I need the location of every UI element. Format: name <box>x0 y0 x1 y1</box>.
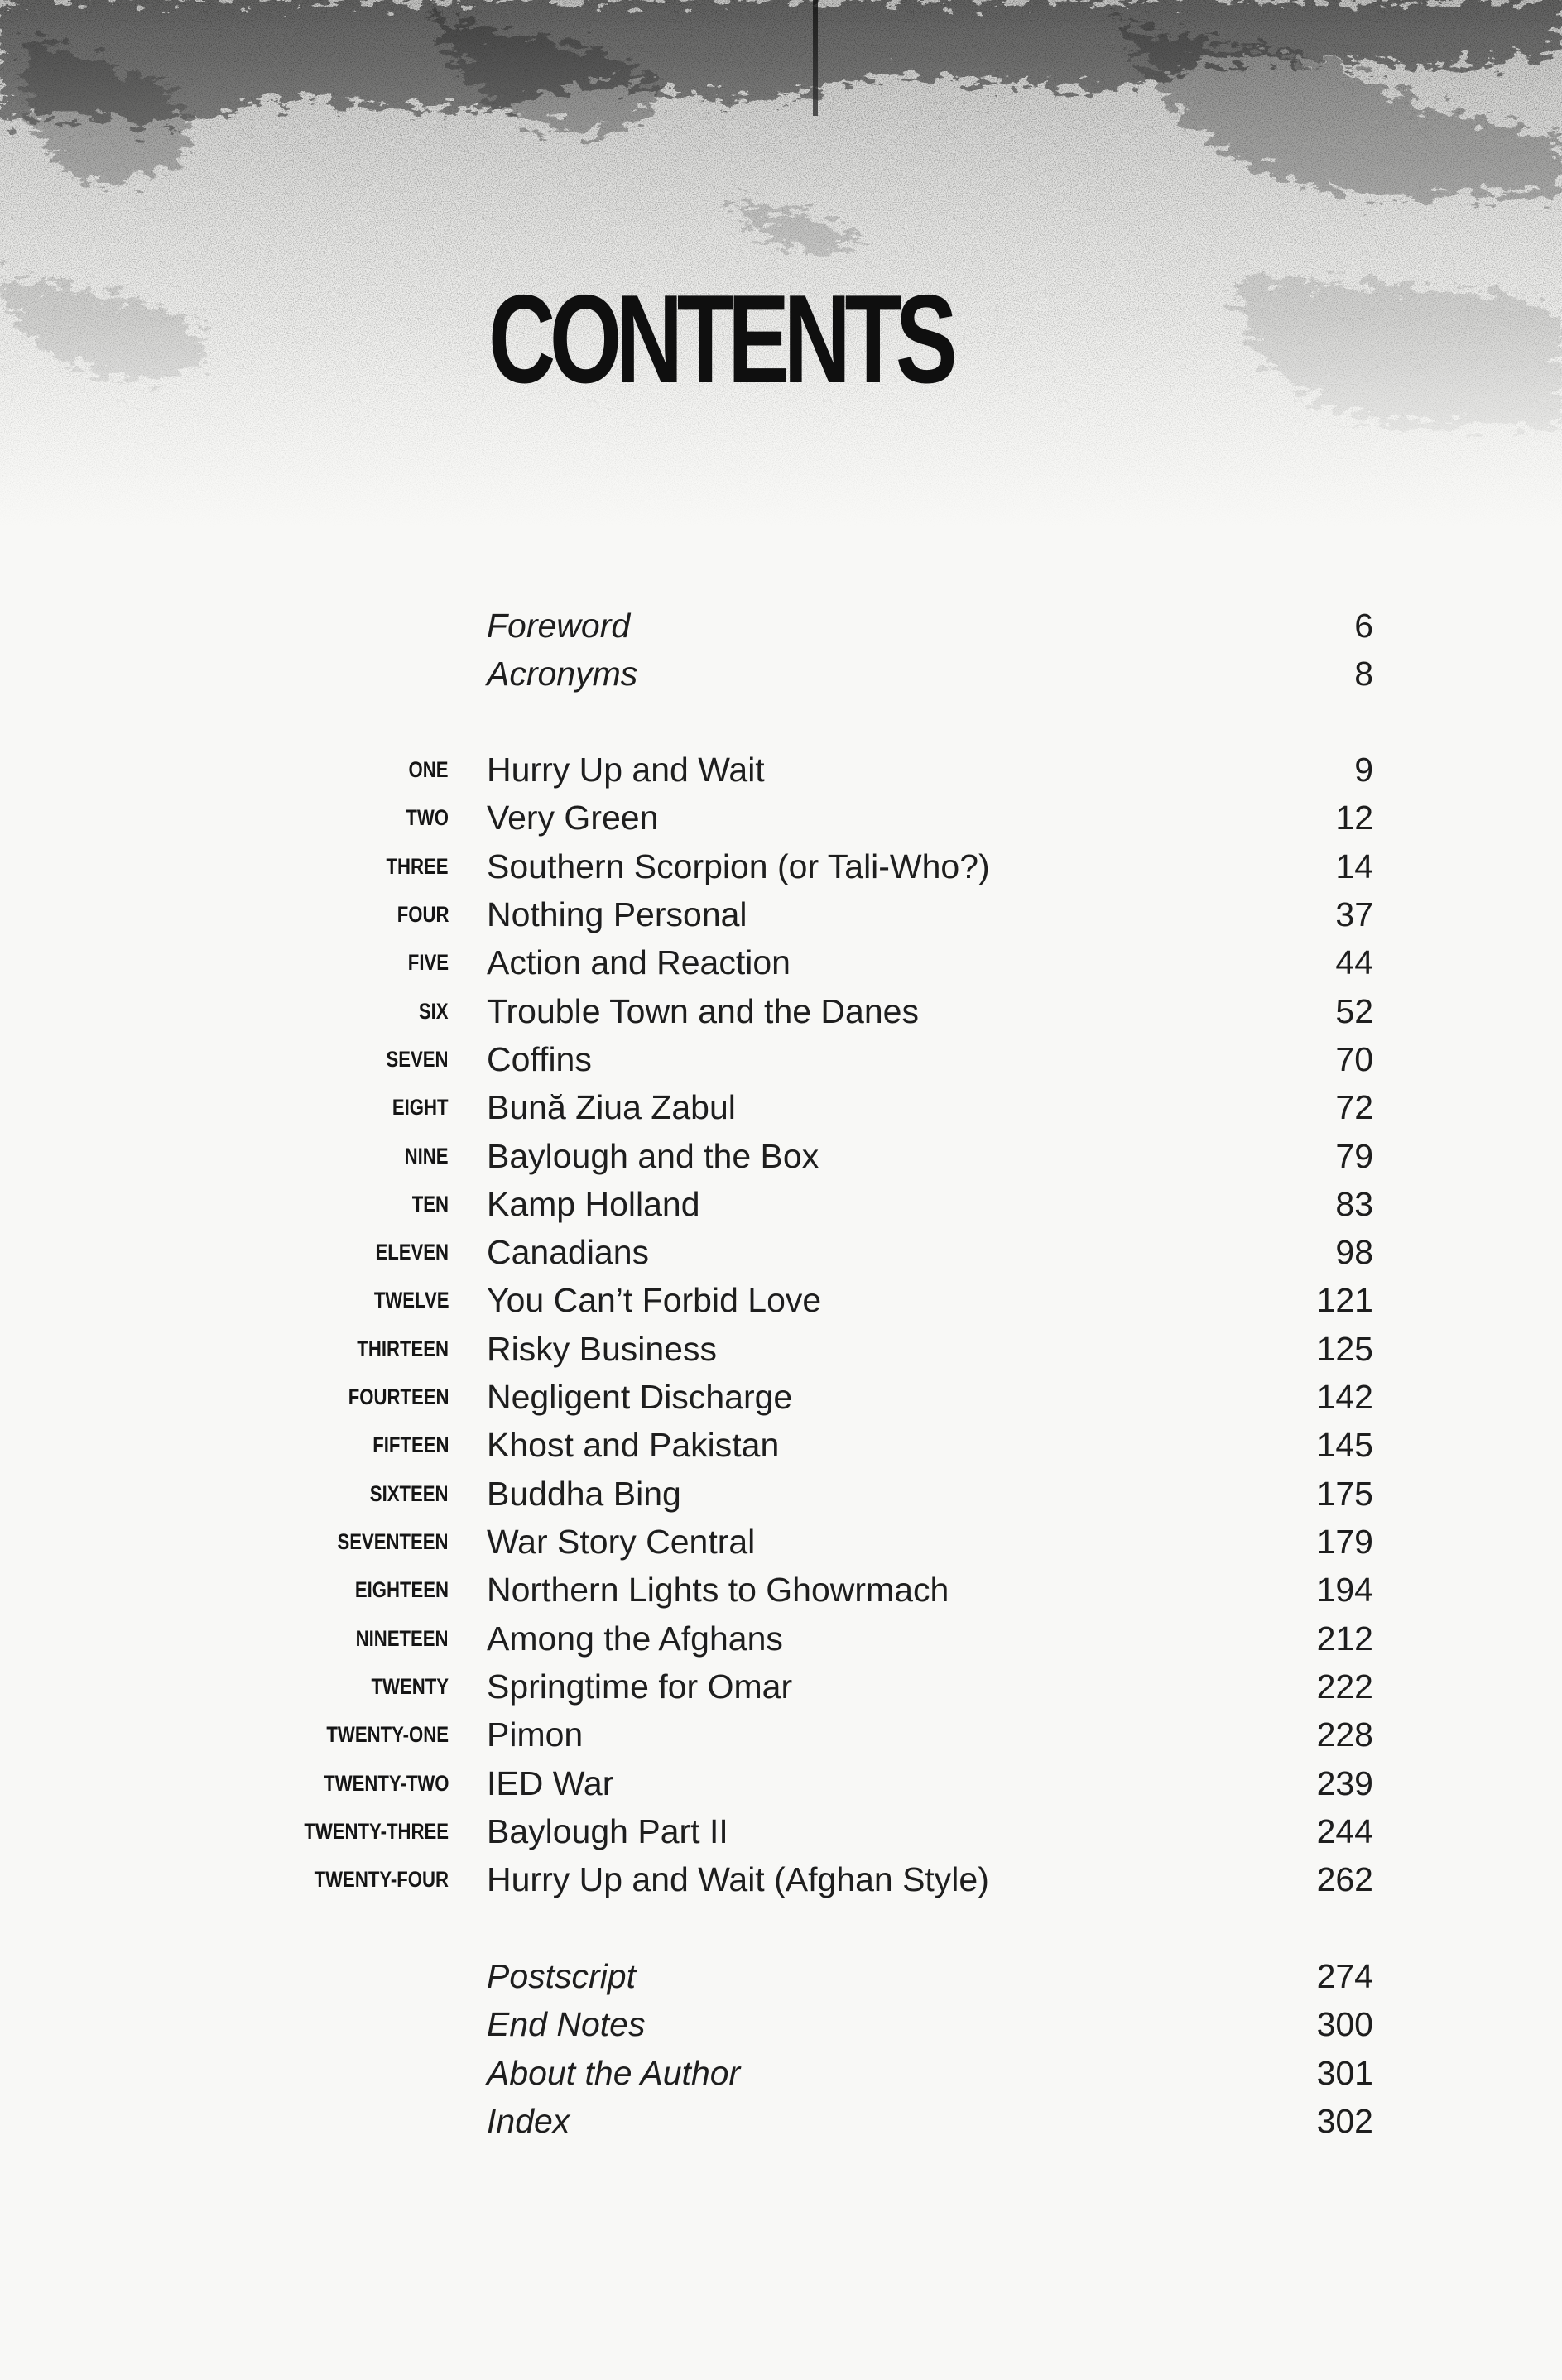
toc-entry-chapter[interactable] <box>0 1615 1562 1663</box>
chapter-title: War Story Central <box>487 1523 756 1561</box>
toc-entry-back-matter[interactable] <box>0 2097 1562 2145</box>
chapter-title: Risky Business <box>487 1330 717 1368</box>
chapter-number: NINE <box>405 1144 449 1168</box>
chapter-page: 52 <box>1335 992 1373 1030</box>
chapter-title: Action and Reaction <box>487 943 791 981</box>
chapter-page: 145 <box>1316 1426 1373 1464</box>
chapter-number: THIRTEEN <box>357 1336 449 1361</box>
toc-entry-chapter[interactable] <box>0 1132 1562 1180</box>
chapter-title: Negligent Discharge <box>487 1378 793 1416</box>
chapter-number: TWENTY-ONE <box>326 1722 449 1747</box>
toc-entry-back-matter[interactable] <box>0 2000 1562 2048</box>
chapter-page: 239 <box>1316 1764 1373 1802</box>
chapter-page: 212 <box>1316 1619 1373 1658</box>
chapter-page: 222 <box>1316 1667 1373 1706</box>
chapter-page: 44 <box>1335 943 1373 981</box>
toc-entry-back-matter[interactable] <box>0 2049 1562 2097</box>
toc-entry-chapter[interactable] <box>0 794 1562 842</box>
toc-entry-chapter[interactable] <box>0 1180 1562 1228</box>
chapter-title: IED War <box>487 1764 614 1802</box>
chapter-number: THREE <box>386 854 449 879</box>
chapter-number: TEN <box>411 1192 449 1216</box>
chapter-title: Hurry Up and Wait <box>487 751 765 789</box>
chapter-number: ONE <box>409 757 449 782</box>
chapter-page: 79 <box>1335 1137 1373 1175</box>
toc-entry-chapter[interactable] <box>0 1711 1562 1759</box>
chapter-title: Kamp Holland <box>487 1185 700 1223</box>
toc-entry-chapter[interactable] <box>0 1855 1562 1903</box>
chapter-title: Buddha Bing <box>487 1475 681 1513</box>
chapter-page: 125 <box>1316 1330 1373 1368</box>
entry-page: 300 <box>1316 2005 1373 2043</box>
entry-page: 6 <box>1354 607 1373 645</box>
chapter-number: SEVEN <box>386 1047 449 1072</box>
chapter-number: TWENTY-FOUR <box>314 1867 449 1892</box>
toc-entry-back-matter[interactable] <box>0 1952 1562 2000</box>
toc-entry-chapter[interactable] <box>0 1518 1562 1566</box>
chapter-number: TWENTY-TWO <box>323 1771 449 1796</box>
chapter-page: 244 <box>1316 1812 1373 1850</box>
toc-entry-chapter[interactable] <box>0 746 1562 794</box>
entry-title: End Notes <box>487 2005 646 2043</box>
chapter-title: Canadians <box>487 1233 650 1271</box>
chapter-page: 83 <box>1335 1185 1373 1223</box>
entry-title: Index <box>487 2102 570 2140</box>
chapter-title: Among the Afghans <box>487 1619 783 1658</box>
chapter-title: Pimon <box>487 1715 584 1754</box>
entry-title: Acronyms <box>487 655 638 693</box>
chapter-page: 175 <box>1316 1475 1373 1513</box>
toc-entry-chapter[interactable] <box>0 1470 1562 1518</box>
chapter-number: FOURTEEN <box>348 1384 449 1409</box>
entry-title: Foreword <box>487 607 631 645</box>
toc-entry-chapter[interactable] <box>0 1421 1562 1469</box>
toc-entry-chapter[interactable] <box>0 1276 1562 1324</box>
chapter-number: SIXTEEN <box>370 1481 449 1506</box>
chapter-title: Hurry Up and Wait (Afghan Style) <box>487 1860 989 1898</box>
chapter-page: 72 <box>1335 1088 1373 1126</box>
chapter-number: SEVENTEEN <box>337 1529 449 1554</box>
chapter-title: Trouble Town and the Danes <box>487 992 919 1030</box>
toc-entry-chapter[interactable] <box>0 1807 1562 1855</box>
chapter-page: 9 <box>1354 751 1373 789</box>
chapter-title: Bună Ziua Zabul <box>487 1088 736 1126</box>
chapter-title: Nothing Personal <box>487 895 747 933</box>
toc-entry-chapter[interactable] <box>0 987 1562 1035</box>
chapter-title: Khost and Pakistan <box>487 1426 780 1464</box>
chapter-page: 179 <box>1316 1523 1373 1561</box>
toc-entry-chapter[interactable] <box>0 1663 1562 1711</box>
chapter-page: 228 <box>1316 1715 1373 1754</box>
toc-entry-front-matter[interactable] <box>0 602 1562 650</box>
toc-entry-chapter[interactable] <box>0 1035 1562 1083</box>
chapter-title: Baylough Part II <box>487 1812 728 1850</box>
chapter-page: 37 <box>1335 895 1373 933</box>
chapter-number: FOUR <box>397 902 449 927</box>
toc-entry-chapter[interactable] <box>0 1759 1562 1807</box>
toc-entry-chapter[interactable] <box>0 1325 1562 1373</box>
toc-entry-chapter[interactable] <box>0 890 1562 938</box>
chapter-title: You Can’t Forbid Love <box>487 1281 822 1319</box>
entry-page: 8 <box>1354 655 1373 693</box>
chapter-page: 70 <box>1335 1040 1373 1078</box>
chapter-title: Coffins <box>487 1040 592 1078</box>
page-title: CONTENTS <box>488 269 952 410</box>
chapter-number: FIFTEEN <box>372 1432 449 1457</box>
entry-title: About the Author <box>487 2054 741 2092</box>
toc-entry-chapter[interactable] <box>0 1566 1562 1614</box>
chapter-number: NINETEEN <box>356 1626 449 1651</box>
chapter-title: Southern Scorpion (or Tali-Who?) <box>487 847 990 885</box>
chapter-number: EIGHTEEN <box>354 1577 449 1602</box>
chapter-page: 12 <box>1335 799 1373 837</box>
chapter-number: TWO <box>406 805 449 830</box>
chapter-page: 14 <box>1335 847 1373 885</box>
chapter-page: 194 <box>1316 1571 1373 1609</box>
chapter-title: Northern Lights to Ghowrmach <box>487 1571 949 1609</box>
toc-entry-chapter[interactable] <box>0 842 1562 890</box>
toc-entry-chapter[interactable] <box>0 1228 1562 1276</box>
chapter-number: FIVE <box>407 950 449 975</box>
toc-entry-chapter[interactable] <box>0 938 1562 986</box>
chapter-number: SIX <box>419 999 449 1024</box>
chapter-number: TWENTY <box>371 1674 449 1699</box>
toc-entry-chapter[interactable] <box>0 1083 1562 1131</box>
chapter-page: 262 <box>1316 1860 1373 1898</box>
entry-title: Postscript <box>487 1957 636 1995</box>
chapter-title: Very Green <box>487 799 659 837</box>
chapter-title: Springtime for Omar <box>487 1667 793 1706</box>
entry-page: 302 <box>1316 2102 1373 2140</box>
chapter-number: ELEVEN <box>375 1240 449 1264</box>
chapter-page: 98 <box>1335 1233 1373 1271</box>
chapter-number: EIGHT <box>392 1095 449 1120</box>
chapter-page: 142 <box>1316 1378 1373 1416</box>
toc-entry-chapter[interactable] <box>0 1373 1562 1421</box>
toc-entry-front-matter[interactable] <box>0 650 1562 698</box>
entry-page: 301 <box>1316 2054 1373 2092</box>
chapter-number: TWENTY-THREE <box>304 1819 449 1844</box>
chapter-number: TWELVE <box>373 1288 449 1312</box>
entry-page: 274 <box>1316 1957 1373 1995</box>
grunge-texture-banner <box>0 0 1562 530</box>
chapter-page: 121 <box>1316 1281 1373 1319</box>
chapter-title: Baylough and the Box <box>487 1137 819 1175</box>
